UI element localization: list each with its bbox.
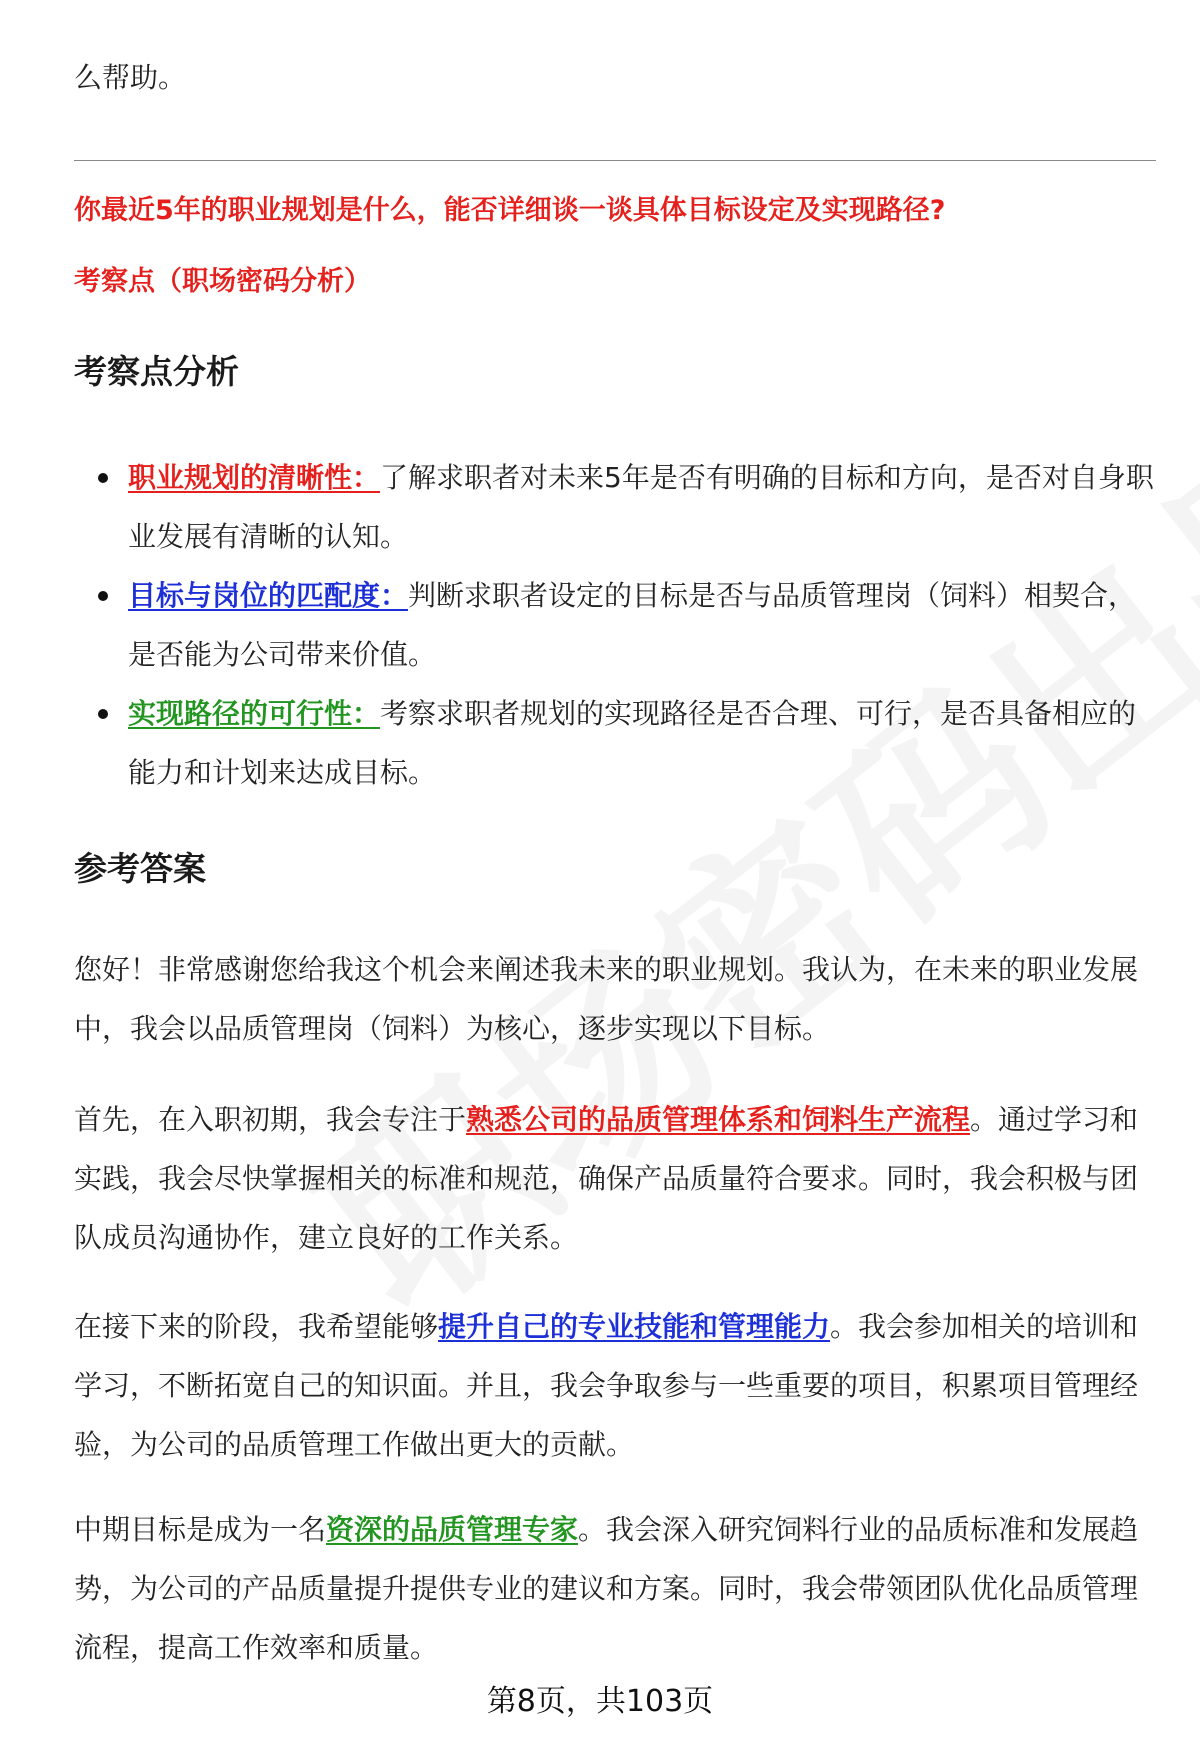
point-keyword: 实现路径的可行性： <box>128 697 381 730</box>
highlight-text: 提升自己的专业技能和管理能力 <box>438 1310 831 1343</box>
page-number: 第8页，共103页 <box>486 1684 714 1719</box>
point-text: 判断求职者设定的目标是否与品质管理岗（饲料）相契合，是否能为公司带来价值。 <box>128 579 1137 671</box>
list-item <box>74 448 1156 566</box>
paragraph-text: 。通过学习和实践，我会尽快掌握相关的标准和规范，确保产品质量符合要求。同时，我会积极与团队成员沟通协作，建立良好的工作关系。 <box>74 1103 1139 1254</box>
paragraph-text: 。我会参加相关的培训和学习，不断拓宽自己的知识面。并且，我会争取参与一些重要的项目，积累项目管理经验，为公司的品质管理工作做出更大的贡献。 <box>74 1310 1139 1461</box>
paragraph-text: 首先，在入职初期，我会专注于 <box>74 1103 467 1136</box>
answer-paragraph-3 <box>74 1297 1156 1474</box>
point-keyword: 职业规划的清晰性： <box>128 461 381 494</box>
paragraph-text: 。我会深入研究饲料行业的品质标准和发展趋势，为公司的产品质量提升提供专业的建议和方案。同时，我会带领团队优化品质管理流程，提高工作效率和质量。 <box>74 1513 1139 1664</box>
continuation-text: 么帮助。 <box>74 61 187 94</box>
answer-paragraph-2 <box>74 1090 1156 1267</box>
answer-heading: 参考答案 <box>74 849 206 888</box>
subheading: 考察点（职场密码分析） <box>74 266 371 297</box>
analysis-heading: 考察点分析 <box>74 352 239 391</box>
bullet-icon <box>98 591 108 601</box>
point-keyword: 目标与岗位的匹配度： <box>128 579 409 612</box>
analysis-list <box>74 448 1156 802</box>
highlight-text: 资深的品质管理专家 <box>326 1513 579 1546</box>
paragraph-text: 在接下来的阶段，我希望能够 <box>74 1310 439 1343</box>
point-text: 考察求职者规划的实现路径是否合理、可行，是否具备相应的能力和计划来达成目标。 <box>128 697 1137 789</box>
list-item <box>74 566 1156 684</box>
divider <box>74 160 1156 161</box>
bullet-icon <box>98 473 108 483</box>
highlight-text: 熟悉公司的品质管理体系和饲料生产流程 <box>466 1103 971 1136</box>
list-item <box>74 684 1156 802</box>
bullet-icon <box>98 709 108 719</box>
point-text: 了解求职者对未来5年是否有明确的目标和方向，是否对自身职业发展有清晰的认知。 <box>128 461 1154 553</box>
answer-paragraph-1: 您好！非常感谢您给我这个机会来阐述我未来的职业规划。我认为，在未来的职业发展中，我会以品质管理岗（饲料）为核心，逐步实现以下目标。 <box>74 953 1139 1045</box>
paragraph-text: 中期目标是成为一名 <box>74 1513 327 1546</box>
answer-paragraph-4 <box>74 1500 1156 1677</box>
question-title: 你最近5年的职业规划是什么，能否详细谈一谈具体目标设定及实现路径? <box>74 195 946 226</box>
